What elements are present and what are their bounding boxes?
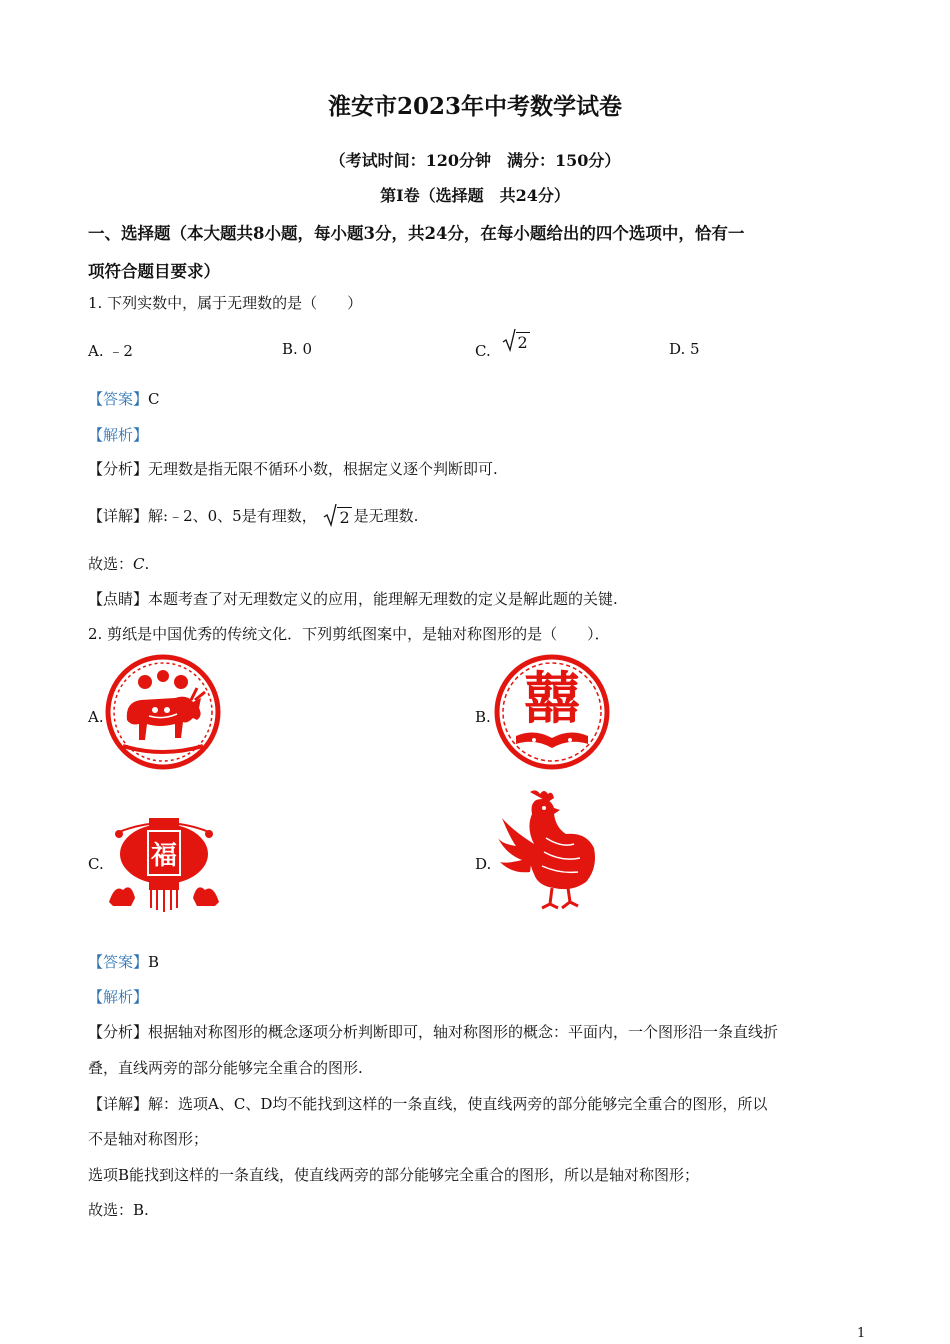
xiangjie-text-post: 是无理数. bbox=[353, 507, 419, 525]
dianjing-tag: 【点睛】 bbox=[88, 590, 149, 608]
q1-stem: 1. 下列实数中，属于无理数的是（ ） bbox=[88, 294, 363, 312]
q2-xiangjie-line2: 不是轴对称图形； bbox=[88, 1130, 209, 1148]
page-number: 1 bbox=[857, 1326, 866, 1341]
fenxi-tag: 【分析】 bbox=[88, 460, 149, 478]
double-happiness-papercut-image bbox=[494, 654, 610, 770]
q1-xiangjie bbox=[88, 505, 418, 529]
xi-glyph: 囍 bbox=[524, 667, 580, 732]
exam-info: （考试时间：120分钟 满分：150分） bbox=[329, 151, 621, 170]
q1-dianjing bbox=[88, 588, 618, 609]
q1-option-d: D. 5 bbox=[669, 340, 700, 358]
lantern-papercut-icon bbox=[105, 812, 223, 914]
fenxi-text: 根据轴对称图形的概念逐项分析判断即可，轴对称图形的概念：平面内，一个图形沿一条直线折 bbox=[148, 1023, 779, 1041]
dianjing-text: 本题考查了对无理数定义的应用，能理解无理数的定义是解此题的关键. bbox=[148, 590, 618, 608]
answer-value: C bbox=[148, 390, 160, 408]
guxuan-value: C bbox=[133, 555, 145, 573]
q1-option-a: A. ﹣2 bbox=[88, 342, 133, 360]
q2-fenxi-line1 bbox=[88, 1021, 778, 1042]
guxuan-label: 故选： bbox=[88, 555, 134, 573]
guxuan-period: . bbox=[144, 555, 150, 573]
q1-option-c-label: C. bbox=[475, 342, 491, 360]
xiangjie-text: 解：选项A、C、D均不能找到这样的一条直线，使直线两旁的部分能够完全重合的图形，所以 bbox=[148, 1095, 768, 1113]
q2-option-d: D. bbox=[475, 855, 492, 873]
rooster-papercut-icon bbox=[496, 788, 600, 914]
q1-option-c bbox=[475, 333, 530, 364]
q2-xiangjie-line1 bbox=[88, 1093, 767, 1114]
answer-value: B bbox=[148, 953, 160, 971]
q1-answer bbox=[88, 388, 160, 409]
answer-tag: 【答案】 bbox=[88, 953, 149, 971]
fu-glyph: 福 bbox=[150, 841, 178, 871]
radical-sign-icon bbox=[502, 328, 516, 352]
q2-xiangjie-line3: 选项B能找到这样的一条直线，使直线两旁的部分能够完全重合的图形，所以是轴对称图形； bbox=[88, 1166, 700, 1184]
q2-option-c: C. bbox=[88, 855, 104, 873]
page-title: 淮安市2023年中考数学试卷 bbox=[327, 93, 622, 120]
q2-guxuan: 故选：B. bbox=[88, 1201, 149, 1219]
sqrt-symbol bbox=[323, 503, 351, 527]
sqrt-symbol bbox=[502, 328, 530, 352]
q2-stem: 2. 剪纸是中国优秀的传统文化．下列剪纸图案中，是轴对称图形的是（ ）． bbox=[88, 625, 610, 643]
q2-fenxi-line2: 叠，直线两旁的部分能够完全重合的图形. bbox=[88, 1059, 363, 1077]
part-title: 第Ⅰ卷（选择题 共24分） bbox=[380, 186, 570, 205]
lantern-papercut-image bbox=[105, 812, 223, 914]
q2-option-a: A. bbox=[88, 708, 104, 726]
xiangjie-tag: 【详解】 bbox=[88, 507, 149, 525]
xiangjie-text-pre: 解:﹣2、0、5是有理数， bbox=[148, 507, 317, 525]
answer-tag: 【答案】 bbox=[88, 390, 149, 408]
fenxi-tag: 【分析】 bbox=[88, 1023, 149, 1041]
radical-sign-icon bbox=[323, 503, 337, 527]
analysis-tag: 【解析】 bbox=[88, 426, 149, 444]
double-happiness-papercut-icon bbox=[494, 654, 610, 770]
q1-fenxi bbox=[88, 458, 498, 479]
xiangjie-radicand: 2 bbox=[339, 508, 350, 527]
fenxi-text: 无理数是指无限不循环小数，根据定义逐个判断即可. bbox=[148, 460, 498, 478]
analysis-tag: 【解析】 bbox=[88, 988, 149, 1006]
ox-papercut-icon bbox=[105, 654, 221, 770]
ox-papercut-image bbox=[105, 654, 221, 770]
rooster-papercut-image bbox=[496, 788, 600, 914]
q1-option-c-radicand: 2 bbox=[517, 333, 528, 352]
section-heading-line2: 项符合题目要求） bbox=[88, 262, 220, 281]
q1-guxuan bbox=[88, 553, 149, 574]
q2-option-b: B. bbox=[475, 708, 491, 726]
xiangjie-tag: 【详解】 bbox=[88, 1095, 149, 1113]
q1-option-b: B. 0 bbox=[282, 340, 313, 358]
section-heading-line1: 一、选择题（本大题共8小题，每小题3分，共24分，在每小题给出的四个选项中，恰有一 bbox=[88, 224, 745, 243]
q2-answer bbox=[88, 951, 159, 972]
